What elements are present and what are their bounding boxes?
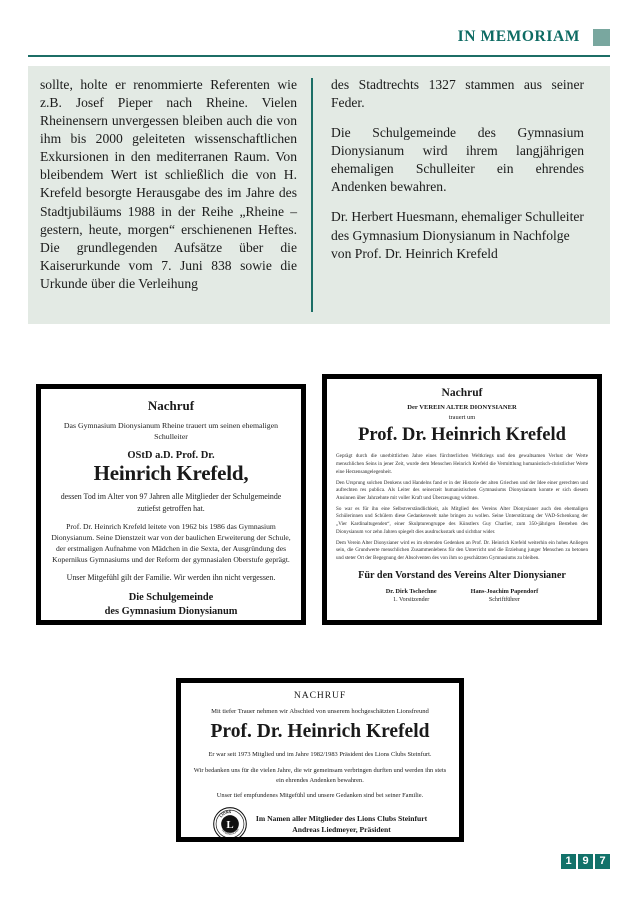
article-paragraph: des Stadtrechts 1327 stammen aus seiner Feder.: [331, 77, 584, 111]
page-number-digit: 1: [561, 854, 576, 869]
obituary-intro: Mit tiefer Trauer nehmen wir Abschied von unserem hochgeschätzten Lionsfreund: [211, 708, 429, 715]
obituary-paragraph: Den Ursprung solchen Denkens und Handelns fand er in der Historie der alten Griechen und der Idee einer gerechten und aufrechten res publica. Als Leiter des seinerzeit humanistischen Gymnasiums Dionysianum konnte er sich diesem Ansinnen über Jahrzehnte mit voller Kraft und Überzeugung widmen.: [336, 479, 588, 501]
obituary-inner-frame: [40, 388, 302, 621]
obituary-name: Heinrich Krefeld,: [93, 460, 249, 485]
obituary-body-third: Unser tief empfundenes Mitgefühl und unsere Gedanken sind bei seiner Familie.: [216, 792, 424, 800]
obituary-heading: NACHRUF: [293, 690, 347, 701]
obituary-heading: Nachruf: [441, 387, 483, 399]
svg-text:LIONS: LIONS: [218, 810, 232, 819]
article-paragraph: Die Schulgemeinde des Gymnasium Dionysianum wird ihrem langjährigen ehemaligen Schulleiter ein ehrendes Andenken bewahren.: [331, 125, 584, 195]
svg-text:INTERNATIONAL: INTERNATIONAL: [220, 828, 240, 837]
obituary-signers: [336, 587, 588, 605]
obituary-signature-line-1: Die Schulgemeinde: [128, 592, 214, 604]
obituary-signature: [51, 591, 291, 618]
page-number-digit: 9: [578, 854, 593, 869]
page-number-digit: 7: [595, 854, 610, 869]
obituary-signer: [471, 587, 539, 605]
obituary-body-second: Prof. Dr. Heinrich Krefeld leitete von 1962 bis 1986 das Gymnasium Dionysianum. Seine Dienstzeit war von der baulichen Erweiterung der Schule, der erstmaligen Aufnahme von Mädchen in die Sexta, der Ausgründung des Kopernikus Gymnasiums und der Reform der gymnasialen Oberstufe geprägt.: [51, 522, 291, 565]
signer-role: 1. Vorsitzender: [393, 597, 430, 604]
obituary-body-second: Wir bedanken uns für die vielen Jahre, die wir gemeinsam verbringen durften und werden ihn stets ein ehrendes Andenken bewahren.: [193, 766, 447, 784]
obituary-body-first: dessen Tod im Alter von 97 Jahren alle Mitglieder der Schulgemeinde zutiefst getroffen hat.: [60, 491, 282, 513]
obituary-paragraph: So war es für ihn eine Selbstverständlichkeit, als Mitglied des Vereins Alter Dionysianer auch den ehemaligen Schülerinnen und Schülern diese Gedankenwelt nahe bringen zu wollen. Seine Unterstützung der VAD-Schenkung der „Vier Kardinaltugenden“, einer Skulpturengruppe des Künstlers Guy Charlier, zum 350-jährigen Bestehen des Dionysianum vor zehn Jahren spiegelt dies ausdrucksstark und sichtbar wider.: [336, 505, 588, 535]
article-column-left: [40, 76, 311, 316]
obituary-closing: Unser Mitgefühl gilt der Familie. Wir werden ihn nicht vergessen.: [66, 573, 276, 583]
header-accent-square: [593, 29, 610, 46]
obituary-name: Prof. Dr. Heinrich Krefeld: [210, 721, 430, 743]
obituary-signature-line-2: des Gymnasium Dionysianum: [104, 605, 238, 617]
page-title: IN MEMORIAM: [457, 28, 580, 45]
obituary-name: Prof. Dr. Heinrich Krefeld: [358, 424, 566, 445]
obituary-notice-lions: [176, 678, 464, 842]
page-number: [561, 854, 610, 869]
obituary-inner-frame: [326, 378, 598, 621]
signer-name: Dr. Dirk Tschechne: [385, 587, 437, 595]
article-paragraph: sollte, holte er renommierte Referenten wie z.B. Josef Pieper nach Rheine. Vielen Rheinensern unvergessen bleiben auch die von ihm bis 2000 geleiteten wissenschaftlichen Exkursionen in den mediterranen Raum. Von bleibendem Wert ist schließlich die von H. Krefeld besorgte Herausgabe des im Jahre des Stadtjubiläums 1988 in der Reihe „Rheine – gestern, heute, morgen“ erschienenen Heftes. Die grundlegenden Aufsätze über die Kaiserurkunde vom 7. Juni 838 sowie die Urkunde über die Verleihung: [40, 77, 297, 291]
obituary-mourns-label: trauert um: [448, 413, 476, 421]
page-header: [28, 28, 610, 62]
obituary-paragraph: Geprägt durch die unerbittlichen Jahre eines fürchterlichen Weltkriegs und den gewaltsamen Verlust der Werte menschlichen Seins in jener Zeit, wurde dem Menschen Heinrich Krefeld die Vermittlung humanistisch-christlicher Werte eine Herzensangelegenheit.: [336, 453, 588, 475]
svg-text:L: L: [226, 819, 234, 832]
obituary-signature-line-1: Im Namen aller Mitglieder des Lions Clubs Steinfurt: [255, 813, 428, 823]
obituary-rank: OStD a.D. Prof. Dr.: [127, 449, 215, 461]
header-rule: [28, 55, 610, 57]
obituary-signature: [256, 813, 427, 836]
obituary-board-line: Für den Vorstand des Vereins Alter Dionysianer: [358, 569, 566, 581]
obituary-notice-verein: [322, 374, 602, 625]
obituary-organization: Der VEREIN ALTER DIONYSIANER: [407, 404, 517, 411]
obituary-signer: [386, 587, 437, 605]
article-column-right: [313, 76, 584, 316]
obituary-body-first: Er war seit 1973 Mitglied und im Jahre 1982/1983 Präsident des Lions Clubs Steinfurt.: [208, 750, 432, 758]
obituary-intro: Das Gymnasium Dionysianum Rheine trauert um seinen ehemaligen Schulleiter: [63, 421, 279, 442]
signer-role: Schriftführer: [488, 597, 520, 604]
signer-name: Hans-Joachim Papendorf: [470, 587, 539, 595]
article-byline: Dr. Herbert Huesmann, ehemaliger Schulleiter des Gymnasium Dionysianum in Nachfolge von Prof. Dr. Heinrich Krefeld: [331, 209, 584, 261]
obituary-paragraph: Dem Verein Alter Dionysianer wird es im ehrenden Gedenken an Prof. Dr. Heinrich Krefeld weiterhin ein hohes Anliegen sein, die Grundwerte menschlichen Zusammenlebens für den Unterricht und die Erziehung junger Menschen zu betonen und steter Ort der Begegnung der Absolventen des von ihm so geschätzten Gymnasiums zu bleiben.: [336, 539, 588, 562]
obituary-notice-school: [36, 384, 306, 625]
lions-club-emblem-icon: [213, 807, 247, 838]
obituary-signature-line-2: Andreas Liedmeyer, Präsident: [292, 825, 391, 835]
obituary-heading: Nachruf: [147, 398, 195, 413]
obituary-signature-row: [191, 807, 449, 838]
article-text-block: [28, 66, 610, 324]
obituary-inner-frame: [180, 682, 460, 838]
